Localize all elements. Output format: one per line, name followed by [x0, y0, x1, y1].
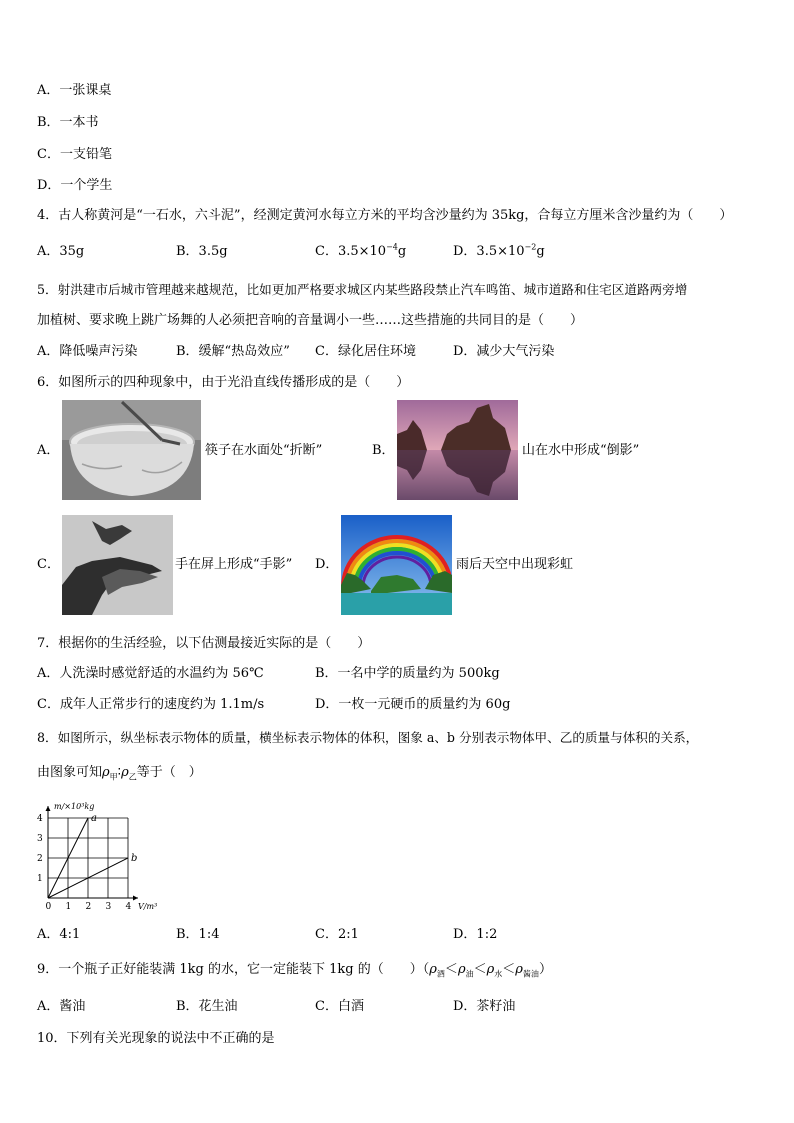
mass-volume-graph	[34, 797, 174, 917]
q3-option-b: B．一本书	[37, 115, 99, 130]
q8-stem-suffix: 等于（ ）	[136, 765, 202, 780]
q6-option-a-letter: A．	[37, 443, 60, 458]
y-tick-label: 2	[37, 854, 43, 864]
q5-option-c: C．绿化居住环境	[315, 344, 416, 359]
q8-stem-line2: 由图象可知$\rho_甲∶\rho_乙$等于（ ）	[37, 765, 202, 782]
q5-option-d: D．减少大气污染	[453, 344, 555, 359]
y-axis-label: m/×10³kg	[54, 802, 95, 811]
q10-stem: 10．下列有关光现象的说法中不正确的是	[37, 1031, 275, 1046]
q4-option-d: D．$3.5\times 10^{-2}g$	[453, 242, 545, 259]
q9-option-b: B．花生油	[176, 999, 238, 1014]
x-axis-arrow	[133, 896, 138, 901]
q3-option-c: C．一支铅笔	[37, 147, 112, 162]
series-label-a: a	[91, 813, 97, 824]
q6-option-b-text: 山在水中形成“倒影”	[522, 443, 640, 458]
x-tick-label: 0	[45, 902, 52, 912]
q7-option-a: A．人洗澡时感觉舒适的水温约为 56℃	[37, 666, 264, 681]
y-axis-arrow	[46, 806, 51, 811]
q6-option-d-text: 雨后天空中出现彩虹	[456, 557, 574, 572]
q6-option-b-letter: B．	[372, 443, 395, 458]
q8-option-b: B．1:4	[176, 927, 220, 942]
q6-option-d-letter: D．	[315, 557, 339, 572]
q5-stem-line1: 5．射洪建市后城市管理越来越规范，比如更加严格要求城区内某些路段禁止汽车鸣笛、城市道路和住宅区道路两旁增	[37, 282, 688, 297]
q4-option-c: C．$3.5\times 10^{-4}g$	[315, 242, 407, 259]
x-axis-label: V/m³	[138, 902, 158, 911]
q5-option-b: B．缓解“热岛效应”	[176, 344, 290, 359]
q8-option-d: D．1:2	[453, 927, 498, 942]
q8-option-c: C．2:1	[315, 927, 359, 942]
q9-option-d: D．茶籽油	[453, 999, 516, 1014]
q9-stem: 9．一个瓶子正好能装满 1kg 的水，它一定能装下 1kg 的（ ）$(\rho_酒<\rho_油<\rho_水<\rho_{酱油})$	[37, 962, 552, 979]
q9-option-a: A．酱油	[37, 999, 86, 1014]
hand-shadow-image	[62, 515, 173, 615]
q9-option-c: C．白酒	[315, 999, 364, 1014]
mountain-reflection-image	[397, 400, 518, 500]
q6-option-c-text: 手在屏上形成“手影”	[175, 557, 293, 572]
q7-stem: 7．根据你的生活经验，以下估测最接近实际的是（ ）	[37, 636, 371, 651]
q4-option-a: A．35g	[37, 244, 85, 259]
chopsticks-in-bowl-image	[62, 400, 201, 500]
q5-stem-line2: 加植树、要求晚上跳广场舞的人必须把音响的音量调小一些……这些措施的共同目的是（ ）	[37, 313, 584, 328]
q7-option-b: B．一名中学的质量约为 500kg	[315, 666, 500, 681]
q8-stem-prefix: 由图象可知	[37, 765, 103, 780]
rainbow-image	[341, 515, 452, 615]
q5-option-a: A．降低噪声污染	[37, 344, 138, 359]
q7-option-c: C．成年人正常步行的速度约为 1.1m/s	[37, 697, 265, 712]
y-tick-label: 3	[37, 834, 43, 844]
q8-option-a: A．4:1	[37, 927, 81, 942]
q3-option-a: A．一张课桌	[37, 83, 112, 98]
q8-stem-line1: 8．如图所示，纵坐标表示物体的质量，横坐标表示物体的体积，图象 a、b 分别表示物体甲、乙的质量与体积的关系，	[37, 730, 699, 745]
x-tick-label: 4	[125, 902, 132, 912]
q3-option-d: D．一个学生	[37, 178, 113, 193]
y-tick-label: 4	[37, 814, 43, 824]
q7-option-d: D．一枚一元硬币的质量约为 60g	[315, 697, 511, 712]
x-tick-label: 3	[105, 902, 112, 912]
series-label-b: b	[131, 853, 138, 864]
q4-option-b: B．3.5g	[176, 244, 228, 259]
q4-stem: 4．古人称黄河是“一石水，六斗泥”，经测定黄河水每立方米的平均含沙量约为 35kg，合每立方厘米含沙量约为（ ）	[37, 208, 733, 223]
q6-option-c-letter: C．	[37, 557, 60, 572]
x-tick-label: 2	[85, 902, 92, 912]
q6-stem: 6．如图所示的四种现象中，由于光沿直线传播形成的是（ ）	[37, 375, 410, 390]
q6-option-a-text: 筷子在水面处“折断”	[205, 443, 323, 458]
y-tick-label: 1	[37, 874, 43, 884]
x-tick-label: 1	[65, 902, 72, 912]
